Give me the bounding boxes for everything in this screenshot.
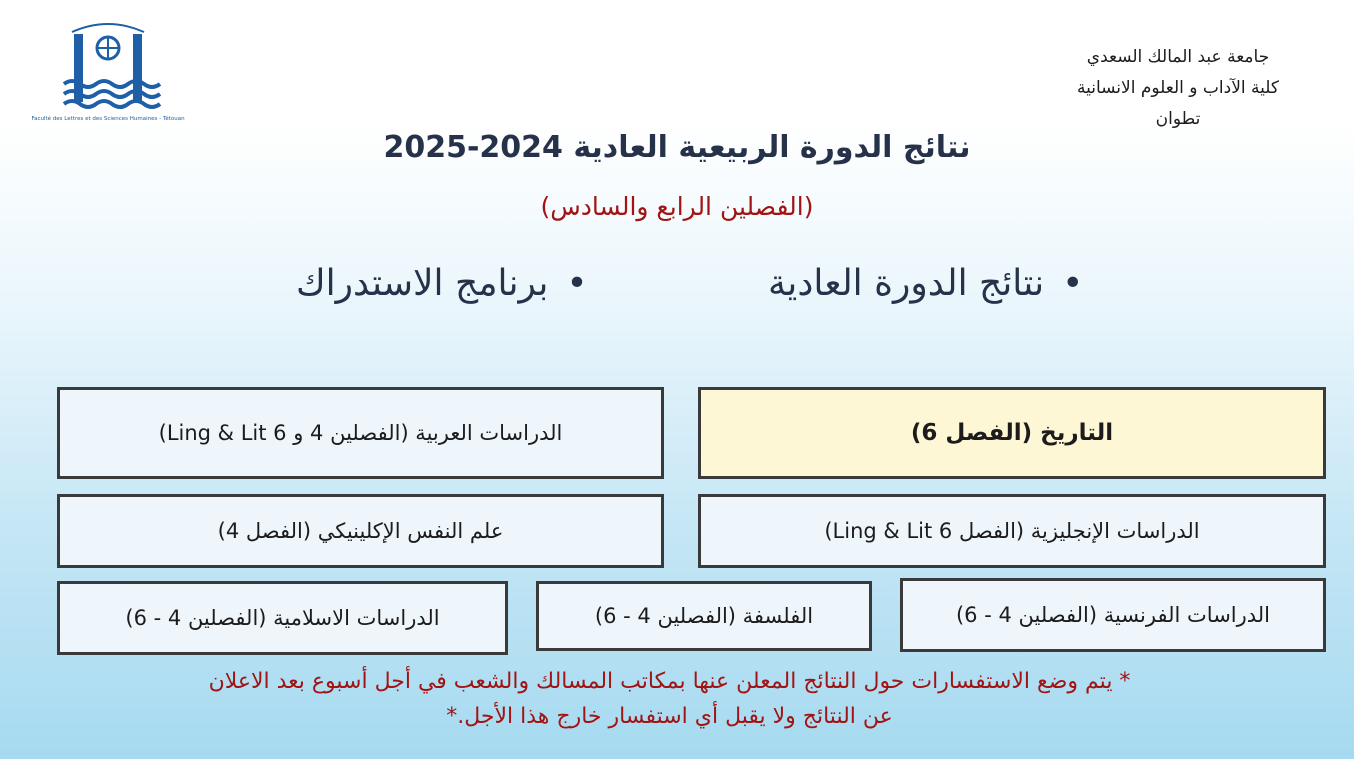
inquiries-note-line2: عن النتائج ولا يقبل أي استفسار خارج هذا الأجل.* xyxy=(446,704,893,729)
university-name: جامعة عبد المالك السعدي xyxy=(1086,47,1270,67)
french-studies-results-label: الدراسات الفرنسية (الفصلين 4 - 6) xyxy=(955,603,1271,627)
svg-text:Faculté des Lettres et des Sci: Faculté des Lettres et des Sciences Humaines - Tétouan xyxy=(31,116,185,122)
bullet-icon: • xyxy=(566,263,588,304)
clinical-psychology-results-button[interactable] xyxy=(57,494,664,568)
history-results-label: التاريخ (الفصل 6) xyxy=(910,420,1114,446)
regular-session-label: نتائج الدورة العادية xyxy=(768,263,1045,304)
page-title: نتائج الدورة الربيعية العادية 2024-2025 xyxy=(383,130,971,165)
university-header xyxy=(1028,42,1328,135)
catchup-program-label: برنامج الاستدراك xyxy=(296,263,549,304)
english-studies-results-button[interactable] xyxy=(698,494,1326,568)
inquiries-note-line1: * يتم وضع الاستفسارات حول النتائج المعلن عنها بمكاتب المسالك والشعب في أجل أسبوع بعد الاعلان xyxy=(208,669,1131,694)
philosophy-results-label: الفلسفة (الفصلين 4 - 6) xyxy=(594,604,814,628)
catchup-program-link[interactable] xyxy=(296,263,588,304)
arabic-studies-results-button[interactable] xyxy=(57,387,664,479)
faculty-name: كلية الآداب و العلوم الانسانية xyxy=(1076,78,1280,98)
english-studies-results-label: الدراسات الإنجليزية (الفصل Ling & Lit 6) xyxy=(824,519,1200,543)
faculty-logo xyxy=(31,18,185,138)
islamic-studies-results-button[interactable] xyxy=(57,581,508,655)
arabic-studies-results-label: الدراسات العربية (الفصلين 4 و Ling & Lit 6) xyxy=(158,421,563,445)
page-subtitle: (الفصلين الرابع والسادس) xyxy=(540,192,814,221)
islamic-studies-results-label: الدراسات الاسلامية (الفصلين 4 - 6) xyxy=(125,606,440,630)
regular-session-results-link[interactable] xyxy=(768,263,1083,304)
history-results-button[interactable] xyxy=(698,387,1326,479)
inquiries-note xyxy=(40,664,1299,734)
bullet-icon: • xyxy=(1062,263,1084,304)
philosophy-results-button[interactable] xyxy=(536,581,872,651)
city-name: تطوان xyxy=(1155,109,1201,129)
french-studies-results-button[interactable] xyxy=(900,578,1326,652)
clinical-psychology-results-label: علم النفس الإكلينيكي (الفصل 4) xyxy=(217,519,504,543)
